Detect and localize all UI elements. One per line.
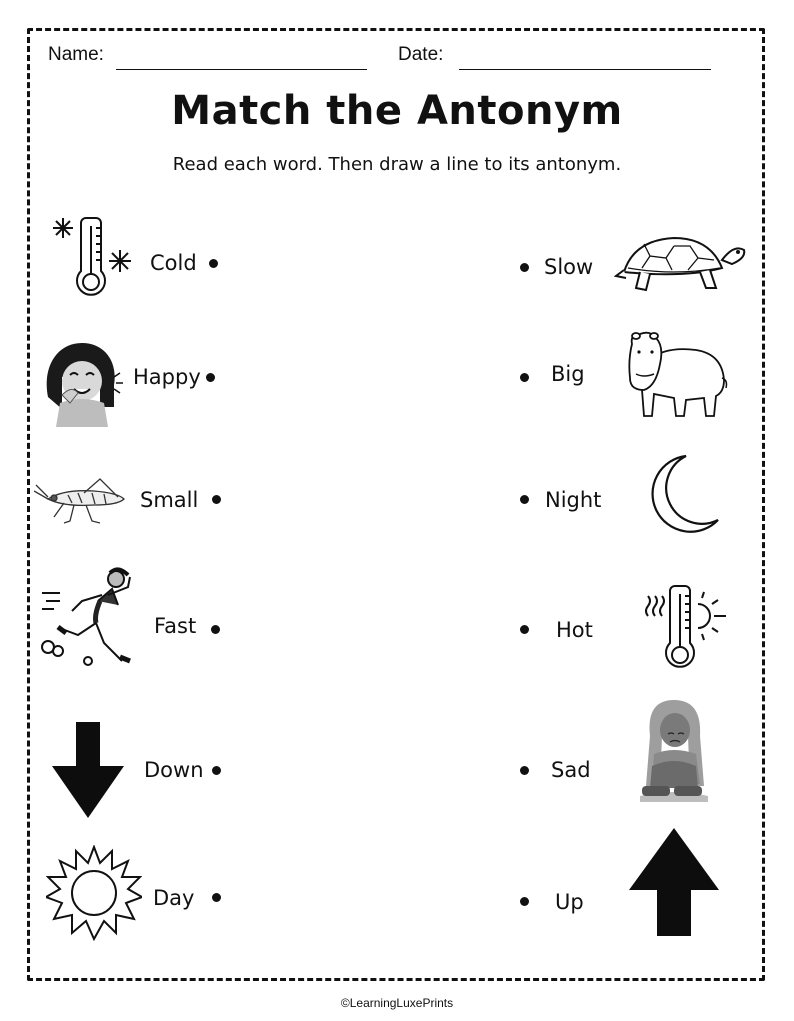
match-dot-big[interactable] — [520, 373, 529, 382]
instructions: Read each word. Then draw a line to its antonym. — [172, 154, 622, 175]
word-small: Small — [140, 488, 199, 512]
page-title: Match the Antonym — [171, 88, 623, 134]
word-day: Day — [153, 886, 195, 910]
match-dot-night[interactable] — [520, 495, 529, 504]
word-big: Big — [551, 362, 585, 386]
hippo-icon — [626, 330, 728, 420]
copyright-footer: ©LearningLuxePrints — [340, 996, 454, 1010]
word-sad: Sad — [551, 758, 591, 782]
turtle-icon — [614, 234, 748, 298]
match-dot-down[interactable] — [212, 766, 221, 775]
crescent-moon-icon — [636, 454, 720, 534]
word-happy: Happy — [133, 365, 201, 389]
name-label: Name: — [48, 44, 104, 65]
match-dot-happy[interactable] — [206, 373, 215, 382]
word-up: Up — [555, 890, 584, 914]
match-dot-up[interactable] — [520, 897, 529, 906]
word-cold: Cold — [150, 251, 197, 275]
word-slow: Slow — [544, 255, 594, 279]
word-night: Night — [545, 488, 602, 512]
word-fast: Fast — [154, 614, 197, 638]
match-dot-hot[interactable] — [520, 625, 529, 634]
running-woman-icon — [38, 565, 138, 675]
match-dot-day[interactable] — [212, 893, 221, 902]
cold-thermometer-icon — [50, 212, 140, 300]
date-label: Date: — [398, 44, 444, 65]
match-dot-slow[interactable] — [520, 263, 529, 272]
down-arrow-icon — [52, 722, 124, 818]
match-dot-small[interactable] — [212, 495, 221, 504]
sun-icon — [46, 845, 142, 941]
match-dot-cold[interactable] — [209, 259, 218, 268]
word-hot: Hot — [556, 618, 593, 642]
up-arrow-icon — [629, 828, 719, 936]
date-line[interactable] — [459, 69, 711, 70]
hot-thermometer-icon — [642, 582, 734, 674]
grasshopper-icon — [34, 475, 130, 527]
happy-girl-icon — [42, 337, 124, 427]
sad-girl-icon — [634, 696, 714, 802]
word-down: Down — [144, 758, 204, 782]
match-dot-sad[interactable] — [520, 766, 529, 775]
name-line[interactable] — [116, 69, 367, 70]
match-dot-fast[interactable] — [211, 625, 220, 634]
